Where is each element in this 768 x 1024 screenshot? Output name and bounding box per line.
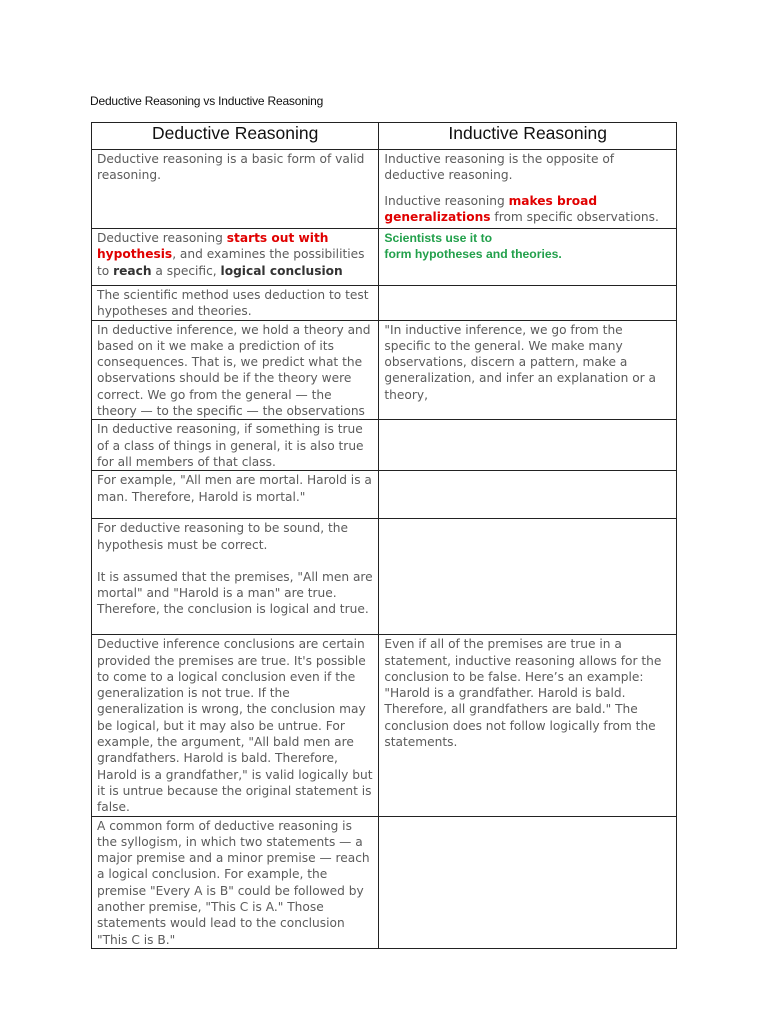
cell-text: from specific observations. — [490, 209, 659, 224]
table-row — [92, 286, 677, 321]
bold-text: logical conclusion — [220, 263, 343, 278]
deductive-cell: In deductive inference, we hold a theory and based on it we make a prediction of its consequences. That is, we predict what the observations should be if the theory were correct. We go from the general — the theory — to the specific — the observations — [92, 320, 379, 420]
cell-paragraph: Inductive reasoning is the opposite of deductive reasoning. — [384, 152, 615, 183]
deductive-cell — [92, 519, 379, 635]
cell-text: , and examines the possibilities to — [97, 247, 365, 278]
cell-paragraph — [384, 193, 671, 226]
deductive-cell: The scientific method uses deduction to test hypotheses and theories. — [92, 286, 379, 321]
cell-text: a specific, — [151, 263, 221, 278]
highlight-text: makes broad generalizations — [384, 193, 598, 224]
table-row — [92, 229, 677, 286]
table-row — [92, 816, 677, 948]
table-row — [92, 420, 677, 471]
inductive-cell — [379, 420, 677, 471]
inductive-cell — [379, 816, 677, 948]
table-row — [92, 150, 677, 229]
deductive-cell: In deductive reasoning, if something is true of a class of things in general, it is also true for all members of that class. — [92, 420, 379, 471]
green-text: Scientists use it to — [384, 231, 493, 245]
table-row — [92, 320, 677, 420]
cell-paragraph: It is assumed that the premises, "All men are mortal" and "Harold is a man" are true. Therefore, the conclusion is logical and true. — [97, 569, 373, 617]
inductive-cell — [379, 150, 677, 229]
table-row — [92, 519, 677, 635]
cell-text: Deductive reasoning — [97, 231, 227, 245]
inductive-cell: Even if all of the premises are true in a statement, inductive reasoning allows for the conclusion to be false. Here’s an example: "Harold is a grandfather. Harold is bald. Therefore, all grandfathers are bald." The conclusion does not follow logically from the statements. — [379, 635, 677, 816]
table-row — [92, 635, 677, 816]
header-inductive: Inductive Reasoning — [379, 123, 677, 150]
cell-paragraph: For deductive reasoning to be sound, the hypothesis must be correct. — [97, 521, 348, 552]
comparison-table — [91, 122, 677, 949]
deductive-cell: A common form of deductive reasoning is the syllogism, in which two statements — a major premise and a minor premise — reach a logical conclusion. For example, the premise "Every A is B" could be followed by another premise, "This C is A." Those statements would lead to the conclusion "This C is B." — [92, 816, 379, 948]
cell-text: Inductive reasoning — [384, 193, 509, 208]
cell-text: Deductive reasoning is a basic form of valid reasoning. — [97, 152, 365, 183]
inductive-cell — [379, 471, 677, 519]
bold-text: reach — [113, 263, 152, 278]
header-row — [92, 123, 677, 150]
inductive-cell — [379, 519, 677, 635]
green-text: form hypotheses and theories. — [384, 247, 562, 262]
deductive-cell — [92, 229, 379, 286]
document-title: Deductive Reasoning vs Inductive Reasoning — [90, 94, 324, 108]
header-deductive: Deductive Reasoning — [92, 123, 379, 150]
inductive-cell — [379, 286, 677, 321]
highlight-text: starts out with hypothesis — [97, 231, 329, 262]
deductive-cell: For example, "All men are mortal. Harold is a man. Therefore, Harold is mortal." — [92, 471, 379, 519]
deductive-cell: Deductive inference conclusions are certain provided the premises are true. It's possible to come to a logical conclusion even if the generalization is not true. If the generalization is wrong, the conclusion may be logical, but it may also be untrue. For example, the argument, "All bald men are grandfathers. Harold is bald. Therefore, Harold is a grandfather," is valid logically but it is untrue because the original statement is false. — [92, 635, 379, 816]
table-row — [92, 471, 677, 519]
deductive-cell — [92, 150, 379, 229]
inductive-cell: "In inductive inference, we go from the specific to the general. We make many observations, discern a pattern, make a generalization, and infer an explanation or a theory, — [379, 320, 677, 420]
inductive-cell — [379, 229, 677, 286]
